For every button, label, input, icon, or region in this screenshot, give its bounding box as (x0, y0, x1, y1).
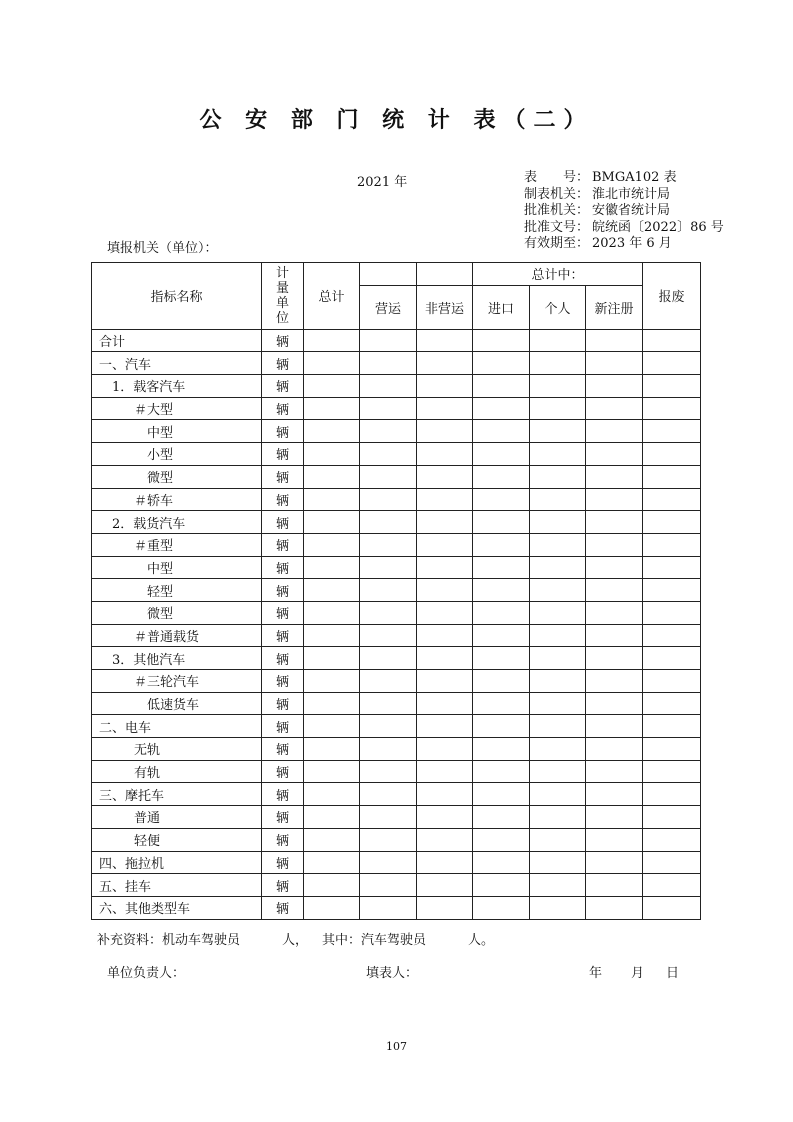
value-cell[interactable] (530, 579, 586, 602)
value-cell[interactable] (530, 420, 586, 443)
value-cell[interactable] (473, 670, 530, 693)
value-cell[interactable] (586, 443, 643, 466)
value-cell[interactable] (304, 738, 360, 761)
value-cell[interactable] (586, 874, 643, 897)
value-cell[interactable] (643, 783, 701, 806)
value-cell[interactable] (473, 896, 530, 919)
value-cell[interactable] (530, 783, 586, 806)
value-cell[interactable] (360, 420, 417, 443)
row-indicator-name: 微型 (92, 465, 262, 488)
row-indicator-name: 四、拖拉机 (92, 851, 262, 874)
value-cell[interactable] (586, 352, 643, 375)
value-cell[interactable] (586, 624, 643, 647)
report-year: 2021 年 (357, 175, 408, 190)
value-cell[interactable] (586, 670, 643, 693)
value-cell[interactable] (586, 465, 643, 488)
row-indicator-name: 中型 (92, 420, 262, 443)
value-cell[interactable] (473, 488, 530, 511)
value-cell[interactable] (304, 601, 360, 624)
value-cell[interactable] (586, 806, 643, 829)
value-cell[interactable] (360, 601, 417, 624)
table-row (92, 760, 701, 783)
row-unit: 辆 (262, 896, 304, 919)
row-indicator-name: 1．载客汽车 (92, 375, 262, 398)
row-indicator-name: ＃大型 (92, 397, 262, 420)
value-cell[interactable] (643, 533, 701, 556)
meta-approval-number: 批准文号： 皖统函〔2022〕86 号 (524, 219, 724, 235)
value-cell[interactable] (360, 874, 417, 897)
value-cell[interactable] (643, 647, 701, 670)
value-cell[interactable] (643, 420, 701, 443)
value-cell[interactable] (643, 874, 701, 897)
value-cell[interactable] (304, 375, 360, 398)
value-cell[interactable] (360, 443, 417, 466)
value-cell[interactable] (360, 896, 417, 919)
value-cell[interactable] (473, 329, 530, 352)
value-cell[interactable] (417, 556, 473, 579)
value-cell[interactable] (417, 738, 473, 761)
value-cell[interactable] (360, 715, 417, 738)
row-unit: 辆 (262, 511, 304, 534)
value-cell[interactable] (417, 329, 473, 352)
value-cell[interactable] (643, 511, 701, 534)
value-cell[interactable] (643, 375, 701, 398)
table-row (92, 533, 701, 556)
value-cell[interactable] (360, 579, 417, 602)
value-cell[interactable] (360, 329, 417, 352)
value-cell[interactable] (304, 670, 360, 693)
value-cell[interactable] (417, 533, 473, 556)
row-unit: 辆 (262, 601, 304, 624)
row-indicator-name: 五、挂车 (92, 874, 262, 897)
table-row (92, 397, 701, 420)
row-indicator-name: 微型 (92, 601, 262, 624)
row-unit: 辆 (262, 670, 304, 693)
value-cell[interactable] (586, 533, 643, 556)
row-indicator-name: ＃三轮汽车 (92, 670, 262, 693)
value-cell[interactable] (643, 715, 701, 738)
value-cell[interactable] (360, 647, 417, 670)
value-cell[interactable] (304, 511, 360, 534)
value-cell[interactable] (473, 556, 530, 579)
value-cell[interactable] (530, 760, 586, 783)
row-unit: 辆 (262, 692, 304, 715)
value-cell[interactable] (417, 488, 473, 511)
header-newly-registered: 新注册 (586, 285, 643, 329)
value-cell[interactable] (530, 896, 586, 919)
row-unit: 辆 (262, 715, 304, 738)
value-cell[interactable] (643, 443, 701, 466)
value-cell[interactable] (530, 397, 586, 420)
value-cell[interactable] (530, 375, 586, 398)
row-unit: 辆 (262, 579, 304, 602)
value-cell[interactable] (360, 375, 417, 398)
row-indicator-name: 三、摩托车 (92, 783, 262, 806)
table-row (92, 647, 701, 670)
filing-unit-label: 填报机关（单位）： (107, 241, 218, 256)
value-cell[interactable] (643, 851, 701, 874)
value-cell[interactable] (304, 443, 360, 466)
table-row (92, 896, 701, 919)
table-row (92, 692, 701, 715)
value-cell[interactable] (586, 420, 643, 443)
header-non-commercial: 非营运 (417, 285, 473, 329)
value-cell[interactable] (643, 579, 701, 602)
value-cell[interactable] (643, 738, 701, 761)
table-row (92, 352, 701, 375)
value-cell[interactable] (473, 738, 530, 761)
value-cell[interactable] (586, 579, 643, 602)
supplement-unit-persons: 人， (282, 933, 309, 948)
value-cell[interactable] (643, 896, 701, 919)
value-cell[interactable] (304, 760, 360, 783)
value-cell[interactable] (473, 624, 530, 647)
header-of-total: 总计中： (473, 263, 643, 286)
row-indicator-name: 无轨 (92, 738, 262, 761)
value-cell[interactable] (586, 896, 643, 919)
value-cell[interactable] (360, 533, 417, 556)
form-title: 公 安 部 门 统 计 表（二） (199, 108, 594, 133)
row-unit: 辆 (262, 465, 304, 488)
value-cell[interactable] (360, 397, 417, 420)
value-cell[interactable] (530, 874, 586, 897)
value-cell[interactable] (643, 624, 701, 647)
table-row (92, 511, 701, 534)
value-cell[interactable] (417, 874, 473, 897)
row-indicator-name: ＃重型 (92, 533, 262, 556)
row-unit: 辆 (262, 738, 304, 761)
value-cell[interactable] (304, 647, 360, 670)
row-indicator-name: ＃轿车 (92, 488, 262, 511)
supplementary-info (97, 929, 494, 948)
value-cell[interactable] (530, 806, 586, 829)
row-indicator-name: 小型 (92, 443, 262, 466)
value-cell[interactable] (530, 329, 586, 352)
value-cell[interactable] (417, 375, 473, 398)
value-cell[interactable] (473, 533, 530, 556)
value-cell[interactable] (643, 465, 701, 488)
table-row (92, 375, 701, 398)
row-unit: 辆 (262, 806, 304, 829)
table-row (92, 806, 701, 829)
row-indicator-name: 低速货车 (92, 692, 262, 715)
value-cell[interactable] (473, 806, 530, 829)
value-cell[interactable] (417, 851, 473, 874)
value-cell[interactable] (586, 397, 643, 420)
value-cell[interactable] (304, 874, 360, 897)
value-cell[interactable] (417, 397, 473, 420)
value-cell[interactable] (586, 601, 643, 624)
value-cell[interactable] (530, 647, 586, 670)
value-cell[interactable] (473, 465, 530, 488)
statistics-table (91, 262, 701, 920)
row-unit: 辆 (262, 397, 304, 420)
value-cell[interactable] (530, 511, 586, 534)
row-unit: 辆 (262, 760, 304, 783)
value-cell[interactable] (417, 511, 473, 534)
value-cell[interactable] (473, 579, 530, 602)
value-cell[interactable] (417, 443, 473, 466)
value-cell[interactable] (417, 692, 473, 715)
sign-day: 日 (666, 966, 680, 981)
table-row (92, 715, 701, 738)
table-row (92, 556, 701, 579)
value-cell[interactable] (417, 760, 473, 783)
supplement-drivers-label: 补充资料：机动车驾驶员 (97, 933, 241, 948)
value-cell[interactable] (643, 601, 701, 624)
value-cell[interactable] (586, 329, 643, 352)
value-cell[interactable] (473, 375, 530, 398)
row-unit: 辆 (262, 329, 304, 352)
value-cell[interactable] (360, 352, 417, 375)
value-cell[interactable] (530, 738, 586, 761)
value-cell[interactable] (530, 624, 586, 647)
table-row (92, 443, 701, 466)
value-cell[interactable] (304, 624, 360, 647)
row-unit: 辆 (262, 556, 304, 579)
header-scrapped: 报废 (643, 263, 701, 330)
row-unit: 辆 (262, 783, 304, 806)
row-unit: 辆 (262, 874, 304, 897)
value-cell[interactable] (643, 806, 701, 829)
value-cell[interactable] (417, 715, 473, 738)
value-cell[interactable] (473, 851, 530, 874)
value-cell[interactable] (304, 715, 360, 738)
value-cell[interactable] (417, 670, 473, 693)
value-cell[interactable] (643, 397, 701, 420)
sign-filler: 填表人： (366, 966, 419, 981)
header-imported: 进口 (473, 285, 530, 329)
value-cell[interactable] (530, 828, 586, 851)
value-cell[interactable] (530, 488, 586, 511)
header-indicator-name: 指标名称 (92, 263, 262, 330)
value-cell[interactable] (473, 783, 530, 806)
value-cell[interactable] (360, 828, 417, 851)
value-cell[interactable] (586, 647, 643, 670)
value-cell[interactable] (473, 511, 530, 534)
table-row (92, 329, 701, 352)
value-cell[interactable] (360, 556, 417, 579)
value-cell[interactable] (304, 329, 360, 352)
value-cell[interactable] (360, 624, 417, 647)
value-cell[interactable] (360, 670, 417, 693)
table-row (92, 874, 701, 897)
value-cell[interactable] (417, 465, 473, 488)
page-number: 107 (386, 1040, 407, 1053)
value-cell[interactable] (530, 443, 586, 466)
table-row (92, 601, 701, 624)
meta-issuing-authority: 制表机关： 淮北市统计局 (524, 186, 671, 202)
row-indicator-name: 一、汽车 (92, 352, 262, 375)
value-cell[interactable] (417, 624, 473, 647)
value-cell[interactable] (417, 828, 473, 851)
value-cell[interactable] (530, 533, 586, 556)
row-unit: 辆 (262, 851, 304, 874)
value-cell[interactable] (304, 556, 360, 579)
value-cell[interactable] (586, 738, 643, 761)
value-cell[interactable] (473, 443, 530, 466)
row-indicator-name: 六、其他类型车 (92, 896, 262, 919)
value-cell[interactable] (417, 579, 473, 602)
sign-unit-leader: 单位负责人： (107, 966, 186, 981)
value-cell[interactable] (417, 647, 473, 670)
value-cell[interactable] (360, 760, 417, 783)
value-cell[interactable] (473, 692, 530, 715)
row-unit: 辆 (262, 443, 304, 466)
value-cell[interactable] (530, 556, 586, 579)
value-cell[interactable] (304, 783, 360, 806)
value-cell[interactable] (304, 352, 360, 375)
value-cell[interactable] (473, 601, 530, 624)
supplement-unit-persons-end: 人。 (468, 933, 495, 948)
value-cell[interactable] (473, 828, 530, 851)
row-unit: 辆 (262, 828, 304, 851)
value-cell[interactable] (473, 715, 530, 738)
value-cell[interactable] (586, 556, 643, 579)
value-cell[interactable] (530, 670, 586, 693)
table-row (92, 465, 701, 488)
row-indicator-name: 2．载货汽车 (92, 511, 262, 534)
value-cell[interactable] (643, 828, 701, 851)
value-cell[interactable] (304, 488, 360, 511)
value-cell[interactable] (360, 851, 417, 874)
meta-valid-until: 有效期至： 2023 年 6 月 (524, 236, 672, 251)
table-row (92, 828, 701, 851)
value-cell[interactable] (304, 851, 360, 874)
value-cell[interactable] (643, 488, 701, 511)
value-cell[interactable] (473, 397, 530, 420)
sign-year: 年 (589, 966, 603, 981)
value-cell[interactable] (643, 352, 701, 375)
header-total: 总计 (304, 263, 360, 330)
form-meta (524, 170, 724, 253)
value-cell[interactable] (417, 601, 473, 624)
table-row (92, 670, 701, 693)
value-cell[interactable] (530, 851, 586, 874)
value-cell[interactable] (473, 352, 530, 375)
table-row (92, 488, 701, 511)
value-cell[interactable] (360, 692, 417, 715)
header-commercial: 营运 (360, 285, 417, 329)
value-cell[interactable] (643, 670, 701, 693)
value-cell[interactable] (586, 828, 643, 851)
value-cell[interactable] (417, 783, 473, 806)
value-cell[interactable] (586, 851, 643, 874)
table-row (92, 851, 701, 874)
value-cell[interactable] (360, 511, 417, 534)
header-personal: 个人 (530, 285, 586, 329)
row-indicator-name: 二、电车 (92, 715, 262, 738)
row-unit: 辆 (262, 420, 304, 443)
meta-table-number: 表 号： BMGA102 表 (524, 170, 677, 185)
value-cell[interactable] (360, 738, 417, 761)
table-row (92, 624, 701, 647)
row-indicator-name: 普通 (92, 806, 262, 829)
value-cell[interactable] (586, 760, 643, 783)
value-cell[interactable] (530, 715, 586, 738)
value-cell[interactable] (304, 397, 360, 420)
value-cell[interactable] (530, 352, 586, 375)
table-row (92, 738, 701, 761)
value-cell[interactable] (586, 783, 643, 806)
value-cell[interactable] (360, 488, 417, 511)
row-unit: 辆 (262, 375, 304, 398)
value-cell[interactable] (360, 465, 417, 488)
sign-month: 月 (631, 966, 645, 981)
value-cell[interactable] (586, 692, 643, 715)
row-unit: 辆 (262, 533, 304, 556)
value-cell[interactable] (643, 329, 701, 352)
table-row (92, 579, 701, 602)
value-cell[interactable] (586, 488, 643, 511)
value-cell[interactable] (417, 420, 473, 443)
value-cell[interactable] (360, 806, 417, 829)
value-cell[interactable] (586, 511, 643, 534)
value-cell[interactable] (643, 556, 701, 579)
value-cell[interactable] (417, 806, 473, 829)
value-cell[interactable] (304, 828, 360, 851)
value-cell[interactable] (304, 533, 360, 556)
value-cell[interactable] (360, 783, 417, 806)
value-cell[interactable] (304, 465, 360, 488)
meta-approving-authority: 批准机关： 安徽省统计局 (524, 203, 671, 218)
row-indicator-name: 中型 (92, 556, 262, 579)
row-indicator-name: 有轨 (92, 760, 262, 783)
value-cell[interactable] (643, 692, 701, 715)
value-cell[interactable] (417, 896, 473, 919)
value-cell[interactable] (473, 647, 530, 670)
row-unit: 辆 (262, 647, 304, 670)
value-cell[interactable] (530, 601, 586, 624)
row-indicator-name: 3．其他汽车 (92, 647, 262, 670)
value-cell[interactable] (473, 874, 530, 897)
value-cell[interactable] (304, 579, 360, 602)
value-cell[interactable] (530, 465, 586, 488)
value-cell[interactable] (530, 692, 586, 715)
value-cell[interactable] (304, 692, 360, 715)
row-unit: 辆 (262, 488, 304, 511)
row-indicator-name: 轻型 (92, 579, 262, 602)
value-cell[interactable] (643, 760, 701, 783)
table-row (92, 783, 701, 806)
table-row (92, 420, 701, 443)
value-cell[interactable] (304, 896, 360, 919)
row-indicator-name: ＃普通载货 (92, 624, 262, 647)
row-unit: 辆 (262, 624, 304, 647)
value-cell[interactable] (304, 420, 360, 443)
row-indicator-name: 合计 (92, 329, 262, 352)
value-cell[interactable] (304, 806, 360, 829)
supplement-car-drivers-label: 其中：汽车驾驶员 (322, 933, 427, 948)
value-cell[interactable] (586, 375, 643, 398)
value-cell[interactable] (473, 420, 530, 443)
value-cell[interactable] (586, 715, 643, 738)
row-unit: 辆 (262, 352, 304, 375)
value-cell[interactable] (473, 760, 530, 783)
header-unit: 计 量 单 位 (262, 263, 304, 330)
row-indicator-name: 轻便 (92, 828, 262, 851)
value-cell[interactable] (417, 352, 473, 375)
